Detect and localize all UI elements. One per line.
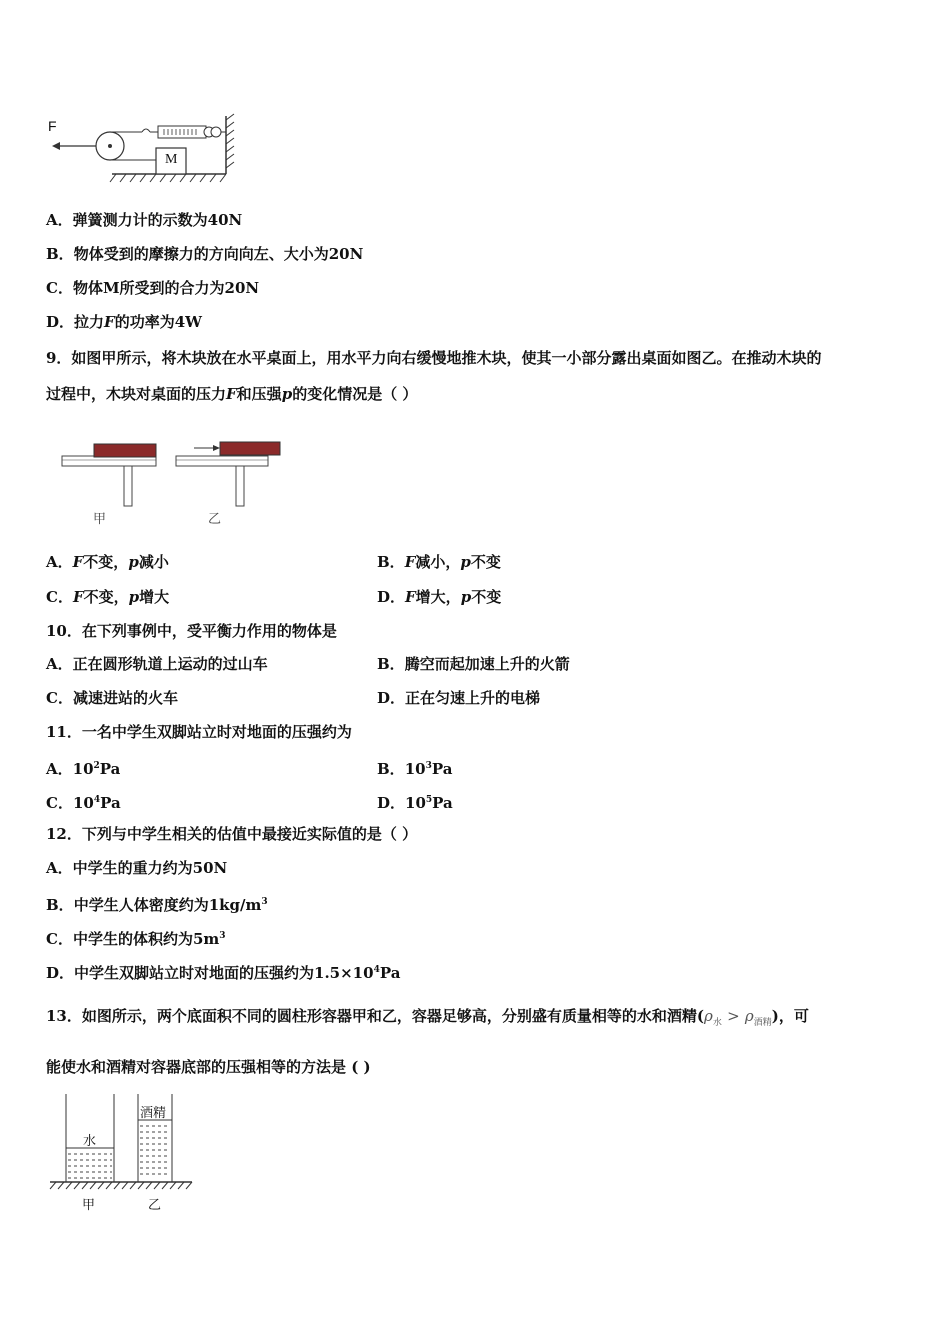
option-text: 中学生双脚站立时对地面的压强约为1.5×10: [74, 964, 374, 982]
label-yi: 乙: [208, 512, 222, 527]
q8-option-a: [46, 210, 242, 230]
option-label: A．: [46, 553, 73, 571]
unit: Pa: [432, 794, 453, 812]
q9-figure: [58, 436, 288, 528]
base: 10: [72, 794, 94, 812]
variable-f: F: [104, 313, 115, 331]
option-text: 拉力: [74, 313, 105, 331]
base: 10: [405, 794, 426, 812]
rho-symbol: ρ: [744, 1007, 754, 1025]
variable-p: p: [128, 588, 140, 606]
stem-text: )，可: [771, 1007, 809, 1025]
q13-figure: [46, 1090, 196, 1214]
q9-option-b: [377, 552, 501, 572]
q9-option-a: [46, 552, 169, 572]
containers-diagram: [46, 1090, 196, 1214]
pulley-spring-diagram: [46, 112, 246, 192]
rho-subscript: 酒精: [753, 1018, 772, 1028]
exponent: 4: [93, 795, 101, 805]
label-jia: 甲: [82, 1198, 96, 1213]
option-text: 减速进站的火车: [72, 689, 178, 707]
option-label: B．: [46, 896, 74, 914]
q11-option-b: [377, 756, 452, 779]
q8-option-c: [46, 278, 259, 298]
q11-option-c: [46, 790, 121, 813]
option-text: 正在圆形轨道上运动的过山车: [72, 655, 268, 673]
q12-stem: 12．下列与中学生相关的估值中最接近实际值的是（ ）: [46, 825, 418, 843]
unit: Pa: [431, 760, 453, 778]
q10-option-a: [46, 654, 268, 674]
force-label: F: [48, 118, 57, 134]
option-text: 不变: [470, 553, 501, 571]
exponent: 2: [93, 761, 100, 771]
exponent: 5: [425, 795, 433, 805]
stem-text: 13．如图所示，两个底面积不同的圆柱形容器甲和乙，容器足够高，分别盛有质量相等的水和酒精(: [46, 1007, 704, 1025]
variable-f: F: [72, 588, 84, 606]
option-text: Pa: [379, 964, 401, 982]
option-text: 的功率为4W: [114, 313, 202, 331]
option-label: A．: [46, 211, 73, 229]
density-water: [703, 1007, 722, 1028]
q10-option-c: [46, 688, 178, 708]
option-label: D．: [377, 794, 406, 812]
option-text: 不变，: [83, 553, 129, 571]
option-text: 腾空而起加速上升的火箭: [404, 655, 570, 673]
option-text: 减小: [138, 553, 169, 571]
option-label: B．: [377, 760, 405, 778]
q12-option-c: [46, 926, 226, 949]
block-label: M: [165, 152, 178, 167]
label-alcohol: 酒精: [140, 1106, 167, 1121]
variable-f: F: [404, 553, 416, 571]
option-label: C．: [46, 588, 73, 606]
option-label: A．: [46, 760, 73, 778]
option-label: D．: [377, 588, 406, 606]
exponent: 3: [261, 897, 268, 907]
exponent: 3: [219, 931, 226, 941]
option-text: 不变: [471, 588, 502, 606]
q11-stem: 11．一名中学生双脚站立时对地面的压强约为: [46, 723, 352, 741]
variable-f: F: [405, 588, 416, 606]
option-text: 中学生人体密度约为1kg/m: [73, 896, 262, 914]
q9-option-c: [46, 587, 169, 607]
variable-p: p: [460, 588, 472, 606]
option-label: A．: [46, 859, 73, 877]
q10-option-b: [377, 654, 570, 674]
rho-subscript: 水: [712, 1018, 722, 1028]
q11-option-a: [46, 756, 120, 779]
rho-symbol: ρ: [703, 1007, 713, 1025]
option-text: 不变，: [83, 588, 129, 606]
q11-option-d: [377, 790, 453, 813]
q10-option-d: [377, 688, 540, 708]
option-text: 正在匀速上升的电梯: [405, 689, 541, 707]
label-jia: 甲: [93, 512, 107, 527]
q9-stem-line1: 9．如图甲所示，将木块放在水平桌面上，用水平力向右缓慢地推木块，使其一小部分露出桌面如图乙。在推动木块的: [46, 349, 822, 367]
option-label: C．: [46, 689, 73, 707]
q12-option-a: [46, 858, 227, 878]
option-text: 增大，: [415, 588, 461, 606]
q13-stem-line2: 能使水和酒精对容器底部的压强相等的方法是 ( ): [46, 1058, 371, 1076]
variable-f: F: [72, 553, 84, 571]
option-text: 物体M所受到的合力为20N: [72, 279, 260, 297]
option-label: C．: [46, 279, 73, 297]
q8-option-d: [46, 312, 202, 332]
stem-text: 过程中，木块对桌面的压力: [46, 385, 227, 403]
exponent: 3: [425, 761, 432, 771]
q12-option-b: [46, 892, 268, 915]
q8-option-b: [46, 244, 363, 264]
q10-stem: 10．在下列事例中，受平衡力作用的物体是: [46, 622, 337, 640]
variable-p: p: [460, 553, 471, 571]
option-text: 弹簧测力计的示数为40N: [72, 211, 243, 229]
density-alcohol: [744, 1007, 772, 1028]
q8-figure: [46, 112, 246, 192]
option-text: 物体受到的摩擦力的方向向左、大小为20N: [73, 245, 364, 263]
option-label: B．: [377, 655, 405, 673]
q13-stem-line1: [46, 1006, 916, 1033]
stem-text: 的变化情况是（ ）: [292, 385, 418, 403]
option-text: 减小，: [415, 553, 461, 571]
variable-f: F: [226, 385, 237, 403]
q9-option-d: [377, 587, 501, 607]
base: 10: [72, 760, 94, 778]
option-label: B．: [377, 553, 405, 571]
option-label: C．: [46, 930, 73, 948]
variable-p: p: [281, 385, 293, 403]
option-label: A．: [46, 655, 73, 673]
base: 10: [404, 760, 426, 778]
label-water: 水: [83, 1134, 97, 1149]
option-text: 增大: [139, 588, 170, 606]
option-label: B．: [46, 245, 74, 263]
option-label: D．: [46, 964, 75, 982]
unit: Pa: [99, 760, 121, 778]
option-label: D．: [377, 689, 406, 707]
option-text: 中学生的重力约为50N: [72, 859, 228, 877]
option-label: C．: [46, 794, 73, 812]
greater-than: >: [727, 1007, 740, 1025]
q9-stem-line2: [46, 384, 916, 404]
option-text: 中学生的体积约为5m: [72, 930, 220, 948]
option-label: D．: [46, 313, 75, 331]
q12-option-d: [46, 960, 400, 983]
unit: Pa: [100, 794, 121, 812]
exponent: 4: [373, 965, 380, 975]
stem-text: 和压强: [236, 385, 282, 403]
variable-p: p: [128, 553, 139, 571]
label-yi: 乙: [148, 1198, 162, 1213]
